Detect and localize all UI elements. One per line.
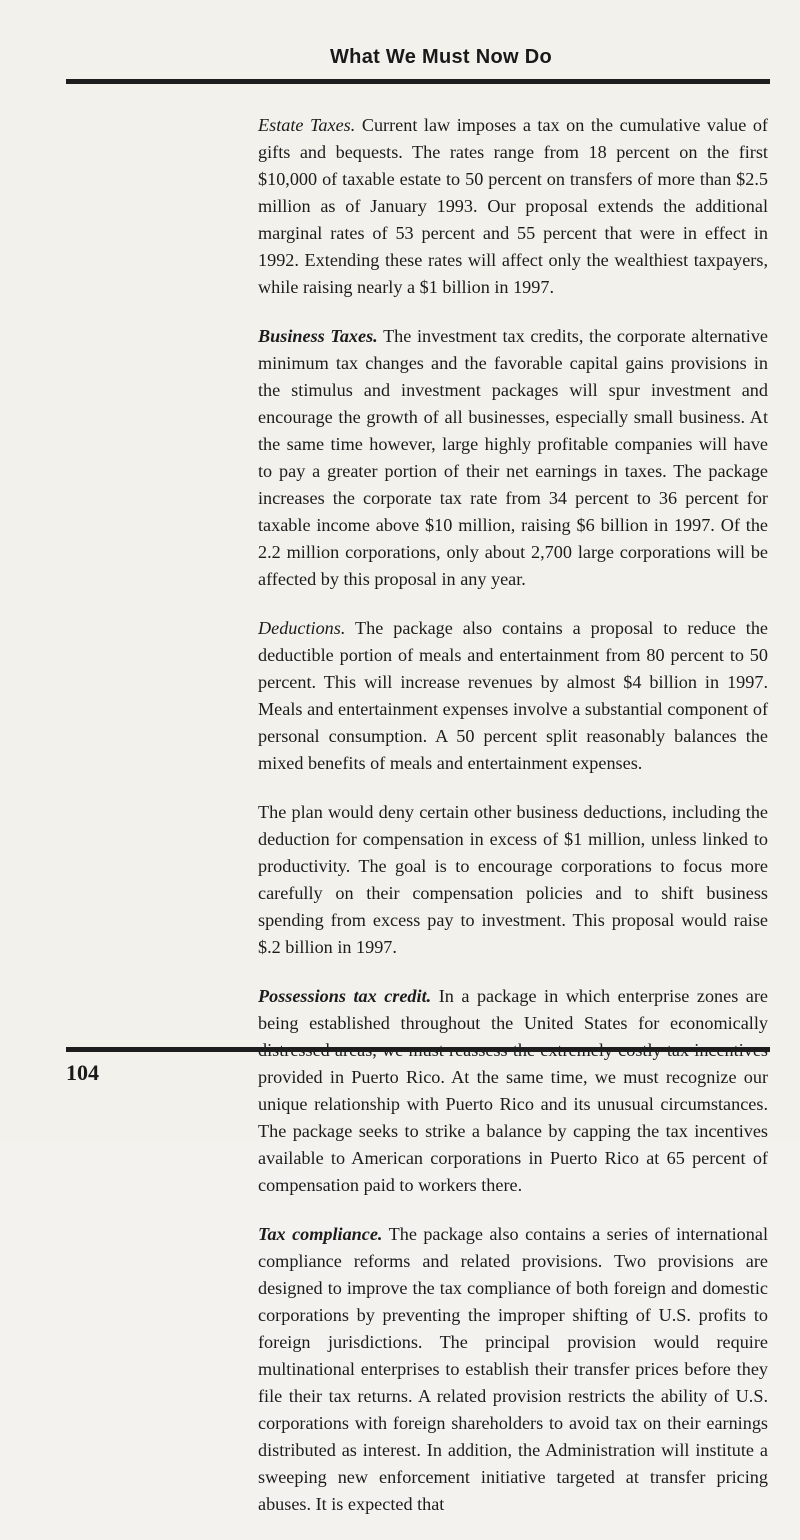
paragraph-possessions-tax-credit	[258, 983, 768, 1199]
paragraph-deductions	[258, 615, 768, 777]
paragraph-text: The package also contains a proposal to reduce the deductible portion of meals and entertainment from 80 percent to 50 percent. This will increase revenues by almost $4 billion in 1997. Meals and entertainment expenses involve a substantial component of personal consumption. A 50 percent split reasonably balances the mixed benefits of meals and entertainment expenses.	[258, 618, 769, 773]
paragraph-text: Current law imposes a tax on the cumulative value of gifts and bequests. The rates range from 18 percent on the first $10,000 of taxable estate to 50 percent on transfers of more than $2.5 million as of January 1993. Our proposal extends the additional marginal rates of 53 percent and 55 percent that were in effect in 1992. Extending these rates will affect only the wealthiest taxpayers, while raising nearly a $1 billion in 1997.	[258, 115, 768, 297]
paragraph-lead: Estate Taxes.	[258, 115, 356, 135]
footer-rule	[66, 1047, 770, 1052]
paragraph-text: The investment tax credits, the corporate alternative minimum tax changes and the favorable capital gains provisions in the stimulus and investment packages will spur investment and encourage the growth of all businesses, especially small business. At the same time however, large highly profitable companies will have to pay a greater portion of their net earnings in taxes. The package increases the corporate tax rate from 34 percent to 36 percent for taxable income above $10 million, raising $6 billion in 1997. Of the 2.2 million corporations, only about 2,700 large corporations will be affected by this proposal in any year.	[258, 326, 769, 589]
page-number: 104	[66, 1060, 99, 1085]
paragraph-text: In a package in which enterprise zones are being established throughout the United States for economically provided in Puerto Rico. At the same time, we must recognize our unique relationship with Puerto Rico and its unusual circumstances. The package seeks to strike a balance by capping the tax incentives available to American corporations in Puerto Rico at 65 percent of compensation paid to workers there.	[258, 986, 768, 1195]
running-header-title: What We Must Now Do	[330, 46, 552, 68]
paragraph-tax-compliance	[258, 1221, 768, 1518]
paragraph-estate-taxes	[258, 112, 768, 301]
paragraph-compensation-deduction	[258, 799, 768, 961]
paragraph-lead: Tax compliance.	[258, 1224, 383, 1244]
header-rule	[66, 79, 770, 84]
paragraph-lead: Business Taxes.	[258, 326, 378, 346]
paragraph-business-taxes	[258, 323, 768, 593]
body-text	[258, 112, 768, 1540]
paragraph-lead: Possessions tax credit.	[258, 986, 432, 1006]
paragraph-text: The package also contains a series of international compliance reforms and related provisions. Two provisions are designed to improve the tax compliance of both foreign and domestic corporations by preventing the improper shifting of U.S. profits to foreign jurisdictions. The principal provision would require multinational enterprises to establish their transfer prices before they file their tax returns. A related provision restricts the ability of U.S. corporations with foreign shareholders to avoid tax on their earnings distributed as interest. In addition, the Administration will institute a sweeping new enforcement initiative targeted at transfer pricing abuses. It is expected that	[258, 1224, 768, 1514]
paragraph-lead: Deductions.	[258, 618, 346, 638]
paragraph-text: The plan would deny certain other business deductions, including the deduction for compensation in excess of $1 million, unless linked to productivity. The goal is to encourage corporations to focus more carefully on their compensation policies and to shift business spending from excess pay to investment. This proposal would raise $.2 billion in 1997.	[258, 802, 768, 957]
